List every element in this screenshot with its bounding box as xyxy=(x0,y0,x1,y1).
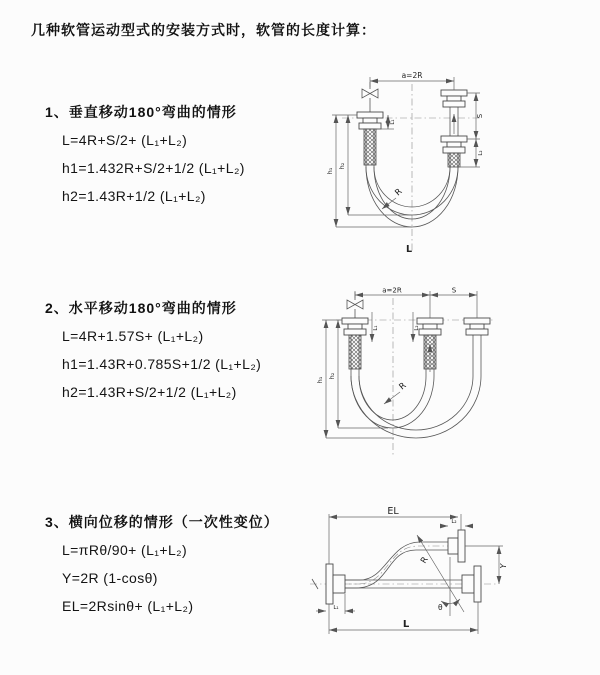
formula-line: EL=2Rsinθ+ (L₁+L₂) xyxy=(62,598,194,614)
svg-text:a=2R: a=2R xyxy=(401,71,423,80)
flange-middle xyxy=(417,318,443,335)
svg-text:L₁: L₁ xyxy=(390,119,396,125)
formula-line: h1=1.43R+0.785S+1/2 (L₁+L₂) xyxy=(62,356,262,372)
dimension-travel-s xyxy=(467,93,484,139)
svg-text:L₂: L₂ xyxy=(451,519,457,525)
svg-text:L₁: L₁ xyxy=(333,605,339,611)
dimension-fitting-top xyxy=(440,519,473,526)
svg-text:h₂: h₂ xyxy=(338,162,346,170)
flange-right xyxy=(464,318,490,335)
formula-line: L=4R+S/2+ (L₁+L₂) xyxy=(62,132,188,148)
lateral-displacement-drawing xyxy=(298,502,576,644)
svg-text:L: L xyxy=(402,619,410,630)
formula-line: h1=1.432R+S/2+1/2 (L₁+L₂) xyxy=(62,160,245,176)
dimension-travel-s xyxy=(430,287,477,296)
dimension-el xyxy=(329,506,461,564)
svg-text:S: S xyxy=(476,113,484,119)
flange-left xyxy=(357,112,383,129)
svg-text:h₁: h₁ xyxy=(316,376,324,384)
svg-text:L₂: L₂ xyxy=(414,325,420,331)
page-title: 几种软管运动型式的安装方式时，软管的长度计算： xyxy=(31,22,376,38)
flange-right-lower xyxy=(441,136,467,153)
dimension-fitting-left xyxy=(316,594,355,614)
svg-text:R: R xyxy=(393,186,405,199)
flange-right xyxy=(462,566,481,602)
svg-text:L₂: L₂ xyxy=(478,150,484,156)
formula-line: L=4R+1.57S+ (L₁+L₂) xyxy=(62,328,204,344)
svg-text:L₁: L₁ xyxy=(373,325,379,331)
flange-top-right xyxy=(448,530,465,562)
formula-line: Y=2R (1-cosθ) xyxy=(62,570,158,586)
formula-line: L=πRθ/90+ (L₁+L₂) xyxy=(62,542,188,558)
section-lateral-displacement xyxy=(45,512,320,616)
diagram-vertical-180-bend xyxy=(312,68,540,256)
centerlines xyxy=(342,84,482,251)
hose-outline xyxy=(351,324,481,438)
hose-curve xyxy=(345,542,448,588)
vertical-bend-drawing xyxy=(312,68,540,256)
dimension-fitting-left xyxy=(372,312,379,342)
diagram-horizontal-180-bend xyxy=(308,284,558,462)
svg-text:R: R xyxy=(419,555,431,566)
diagram-lateral-displacement xyxy=(298,502,576,644)
svg-text:h₁: h₁ xyxy=(326,167,334,175)
svg-text:S: S xyxy=(451,286,457,295)
length-label: L xyxy=(405,244,413,255)
braid-left xyxy=(364,129,376,165)
svg-text:h₂: h₂ xyxy=(328,372,336,380)
section-vertical-movement xyxy=(45,102,320,206)
radius-callout xyxy=(384,381,409,404)
dimension-width xyxy=(355,287,477,319)
section-heading: 2、水平移动180°弯曲的情形 xyxy=(45,300,237,316)
flange-left xyxy=(342,318,368,335)
braid-left xyxy=(349,335,361,369)
svg-text:EL: EL xyxy=(387,506,399,517)
flange-right-upper xyxy=(441,90,467,107)
section-horizontal-movement xyxy=(45,298,320,402)
svg-text:a=2R: a=2R xyxy=(382,286,402,295)
angle-label: θ xyxy=(438,603,443,612)
formula-line: h2=1.43R+S/2+1/2 (L₁+L₂) xyxy=(62,384,237,400)
braid-right xyxy=(448,153,460,167)
svg-text:R: R xyxy=(397,380,409,393)
dimension-l xyxy=(329,602,478,634)
dimension-fitting-middle xyxy=(413,312,420,342)
formula-line: h2=1.43R+1/2 (L₁+L₂) xyxy=(62,188,206,204)
radius-callout xyxy=(419,555,431,565)
svg-text:Y: Y xyxy=(499,563,508,569)
section-heading: 3、横向位移的情形（一次性变位） xyxy=(45,514,279,530)
horizontal-bend-drawing xyxy=(308,284,558,462)
flange-left xyxy=(326,564,345,604)
section-heading: 1、垂直移动180°弯曲的情形 xyxy=(45,104,237,120)
